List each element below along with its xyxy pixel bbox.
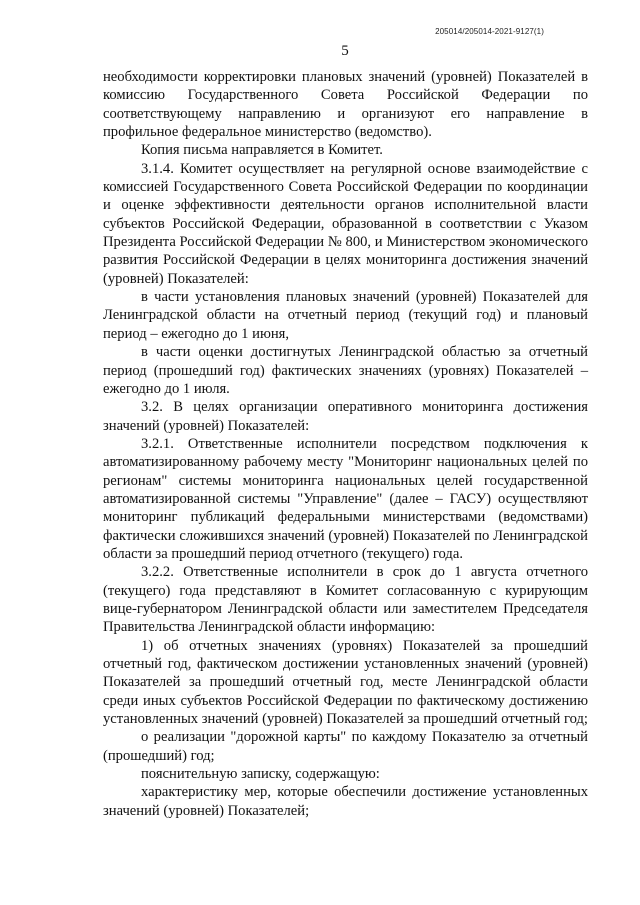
- paragraph: необходимости корректировки плановых значений (уровней) Показателей в комиссию Государственного Совета Российской Федерации по соответствующему направлению и организуют его направление в профильное федеральное министерство (ведомство).: [103, 69, 588, 141]
- document-id: 205014/205014-2021-9127(1): [435, 27, 544, 36]
- paragraph: в части установления плановых значений (уровней) Показателей для Ленинградской области на отчетный период (текущий год) и плановый период – ежегодно до 1 июня,: [103, 289, 588, 342]
- paragraph: 3.2. В целях организации оперативного мониторинга достижения значений (уровней) Показателей:: [103, 399, 588, 434]
- document-body: [103, 68, 588, 820]
- paragraph: характеристику мер, которые обеспечили достижение установленных значений (уровней) Показателей;: [103, 784, 588, 819]
- paragraph: пояснительную записку, содержащую:: [141, 766, 380, 783]
- page-number: 5: [341, 43, 349, 59]
- paragraph: 3.2.1. Ответственные исполнители посредством подключения к автоматизированному рабочему месту "Мониторинг национальных целей по регионам" системы мониторинга национальных целей государственной автоматизированной системы "Управление" (далее – ГАСУ) осуществляют мониторинг публикаций федеральными министерствами (ведомствами) фактически сложившихся значений (уровней) Показателей по Ленинградской области за прошедший период отчетного (текущего) года.: [103, 435, 588, 562]
- paragraph: Копия письма направляется в Комитет.: [141, 142, 383, 159]
- paragraph: 1) об отчетных значениях (уровнях) Показателей за прошедший отчетный год, фактическом достижении установленных значений (уровней) Показателей за прошедший отчетный год, месте Ленинградской области среди иных субъектов Российской Федерации по фактическому достижению установленных значений (уровней) Показателей за прошедший отчетный год;: [103, 637, 588, 728]
- paragraph: о реализации "дорожной карты" по каждому Показателю за отчетный (прошедший) год;: [103, 729, 588, 764]
- paragraph: 3.2.2. Ответственные исполнители в срок до 1 августа отчетного (текущего) года представляют в Комитет согласованную с курирующим вице-губернатором Ленинградской области или заместителем Председателя Правительства Ленинградской области информацию:: [103, 564, 588, 636]
- paragraph: в части оценки достигнутых Ленинградской областью за отчетный период (прошедший год) фактических значениях (уровнях) Показателей – ежегодно до 1 июля.: [103, 344, 588, 397]
- paragraph: 3.1.4. Комитет осуществляет на регулярной основе взаимодействие с комиссией Государственного Совета Российской Федерации по координации и оценке эффективности деятельности органов исполнительной власти субъектов Российской Федерации, образованной в соответствии с Указом Президента Российской Федерации № 800, и Министерством экономического развития Российской Федерации в целях мониторинга достижения значений (уровней) Показателей:: [103, 160, 588, 287]
